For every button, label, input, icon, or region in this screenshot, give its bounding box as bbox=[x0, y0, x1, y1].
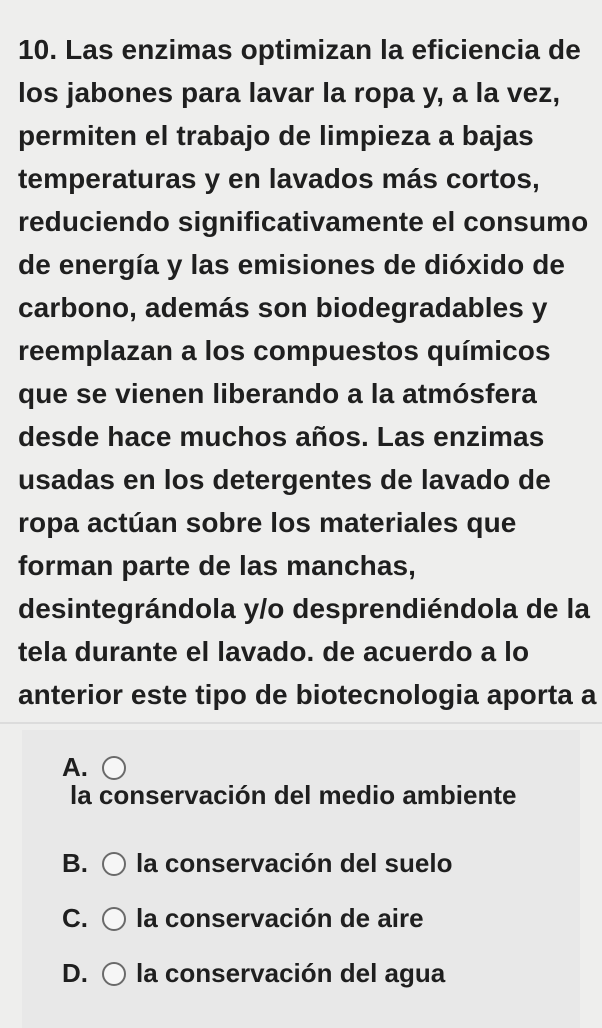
option-d[interactable] bbox=[62, 958, 445, 989]
question-line: carbono, además son biodegradables y bbox=[18, 292, 548, 323]
option-c-letter: C. bbox=[62, 903, 88, 933]
option-b-radio[interactable] bbox=[102, 852, 126, 876]
question-line: temperaturas y en lavados más cortos, bbox=[18, 163, 540, 194]
option-b-letter: B. bbox=[62, 848, 88, 878]
question-line: reemplazan a los compuestos químicos bbox=[18, 335, 551, 366]
question-line: permiten el trabajo de limpieza a bajas bbox=[18, 120, 534, 151]
question-line: reduciendo significativamente el consumo bbox=[18, 206, 589, 237]
question-line: tela durante el lavado. de acuerdo a lo bbox=[18, 636, 530, 667]
question-line: de energía y las emisiones de dióxido de bbox=[18, 249, 566, 280]
divider bbox=[0, 722, 602, 724]
option-b-label[interactable]: la conservación del suelo bbox=[136, 848, 453, 878]
question-line: desintegrándola y/o desprendiéndola de la bbox=[18, 593, 591, 624]
question-line: desde hace muchos años. Las enzimas bbox=[18, 421, 545, 452]
question-line: que se vienen liberando a la atmósfera bbox=[18, 378, 537, 409]
option-a-letter: A. bbox=[62, 752, 88, 782]
option-d-radio[interactable] bbox=[102, 962, 126, 986]
option-d-letter: D. bbox=[62, 958, 88, 988]
question-line: usadas en los detergentes de lavado de bbox=[18, 464, 551, 495]
option-c[interactable] bbox=[62, 903, 424, 934]
option-a[interactable] bbox=[62, 752, 136, 783]
question-line: 10. Las enzimas optimizan la eficiencia de bbox=[18, 34, 581, 65]
option-c-radio[interactable] bbox=[102, 907, 126, 931]
question-line: los jabones para lavar la ropa y, a la vez, bbox=[18, 77, 561, 108]
option-a-label[interactable]: la conservación del medio ambiente bbox=[70, 780, 517, 810]
question-line: anterior este tipo de biotecnologia aporta a bbox=[18, 679, 597, 710]
question-line: ropa actúan sobre los materiales que bbox=[18, 507, 517, 538]
question-text bbox=[18, 28, 597, 716]
option-d-label[interactable]: la conservación del agua bbox=[136, 958, 446, 988]
option-a-radio[interactable] bbox=[102, 756, 126, 780]
option-b[interactable] bbox=[62, 848, 452, 879]
option-c-label[interactable]: la conservación de aire bbox=[136, 903, 424, 933]
question-line: forman parte de las manchas, bbox=[18, 550, 417, 581]
